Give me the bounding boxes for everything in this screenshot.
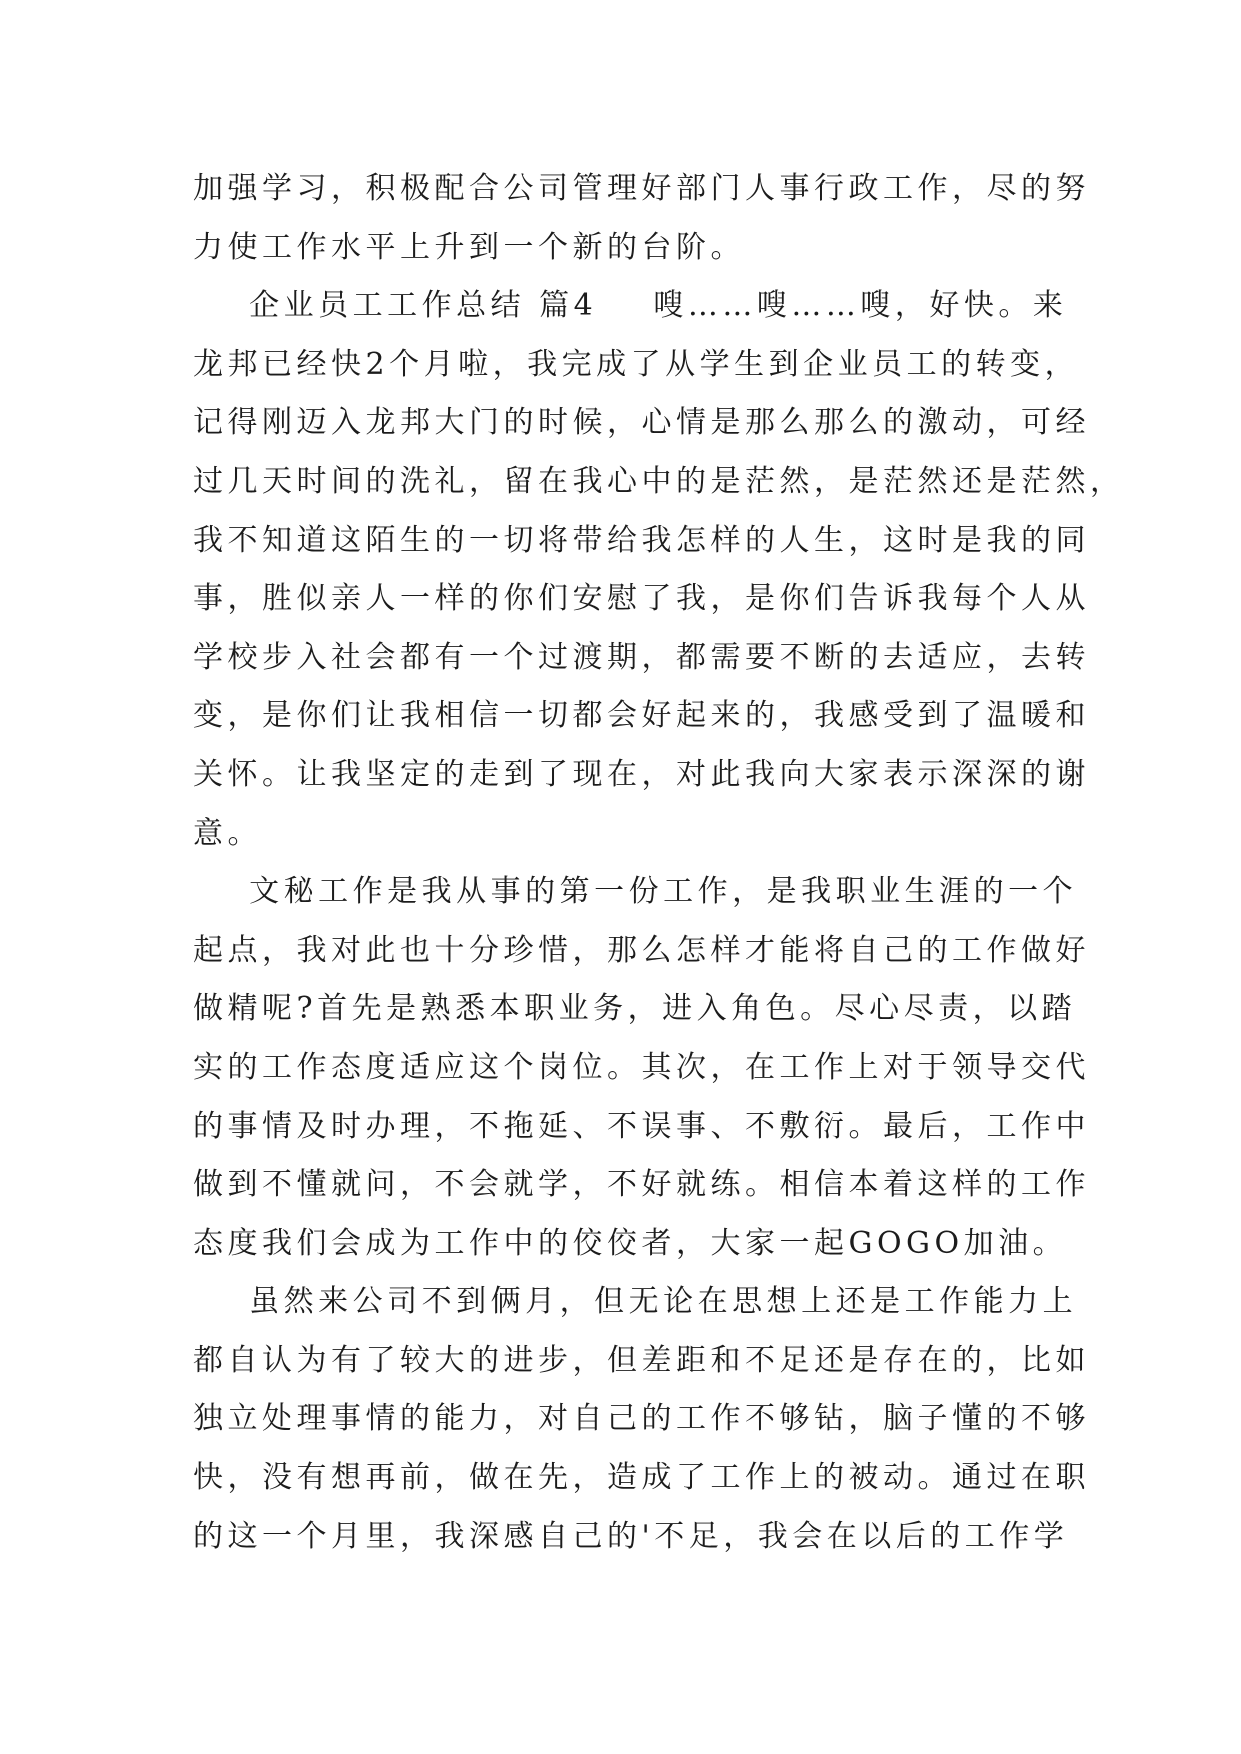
text-line: 变，是你们让我相信一切都会好起来的，我感受到了温暖和 — [193, 698, 1090, 734]
text-line: 做到不懂就问，不会就学，不好就练。相信本着这样的工作 — [193, 1167, 1090, 1203]
text-line: 龙邦已经快2个月啦，我完成了从学生到企业员工的转变， — [193, 346, 1080, 382]
text-line: 虽然来公司不到俩月，但无论在思想上还是工作能力上 — [193, 1284, 1078, 1320]
text-line: 独立处理事情的能力，对自己的工作不够钻，脑子懂的不够 — [193, 1401, 1090, 1437]
text-line: 关怀。让我坚定的走到了现在，对此我向大家表示深深的谢 — [193, 756, 1090, 792]
text-line: 快，没有想再前，做在先，造成了工作上的被动。通过在职 — [193, 1460, 1090, 1496]
text-line: 态度我们会成为工作中的佼佼者，大家一起GOGO加油。 — [193, 1225, 1068, 1261]
text-line: 我不知道这陌生的一切将带给我怎样的人生，这时是我的同 — [193, 522, 1090, 558]
text-line: 企业员工工作总结 篇4 嗖……嗖……嗖，好快。来 — [193, 288, 1068, 324]
text-line: 记得刚迈入龙邦大门的时候，心情是那么那么的激动，可经 — [193, 405, 1090, 441]
document-body — [193, 160, 1125, 1566]
text-line: 意。 — [193, 815, 262, 851]
text-line: 过几天时间的洗礼，留在我心中的是茫然，是茫然还是茫然， — [193, 463, 1125, 499]
text-line: 的这一个月里，我深感自己的'不足，我会在以后的工作学 — [193, 1518, 1069, 1554]
text-line: 加强学习，积极配合公司管理好部门人事行政工作，尽的努 — [193, 171, 1090, 206]
text-line: 文秘工作是我从事的第一份工作，是我职业生涯的一个 — [193, 874, 1078, 910]
text-line: 力使工作水平上升到一个新的台阶。 — [193, 229, 745, 265]
text-line: 都自认为有了较大的进步，但差距和不足还是存在的，比如 — [193, 1342, 1090, 1378]
text-line: 的事情及时办理，不拖延、不误事、不敷衍。最后，工作中 — [193, 1108, 1090, 1144]
text-line: 做精呢?首先是熟悉本职业务，进入角色。尽心尽责，以踏 — [193, 991, 1077, 1027]
text-line: 学校步入社会都有一个过渡期，都需要不断的去适应，去转 — [193, 639, 1090, 675]
text-line: 实的工作态度适应这个岗位。其次，在工作上对于领导交代 — [193, 1049, 1090, 1085]
text-line: 事，胜似亲人一样的你们安慰了我，是你们告诉我每个人从 — [193, 581, 1090, 617]
text-line: 起点，我对此也十分珍惜，那么怎样才能将自己的工作做好 — [193, 932, 1090, 968]
